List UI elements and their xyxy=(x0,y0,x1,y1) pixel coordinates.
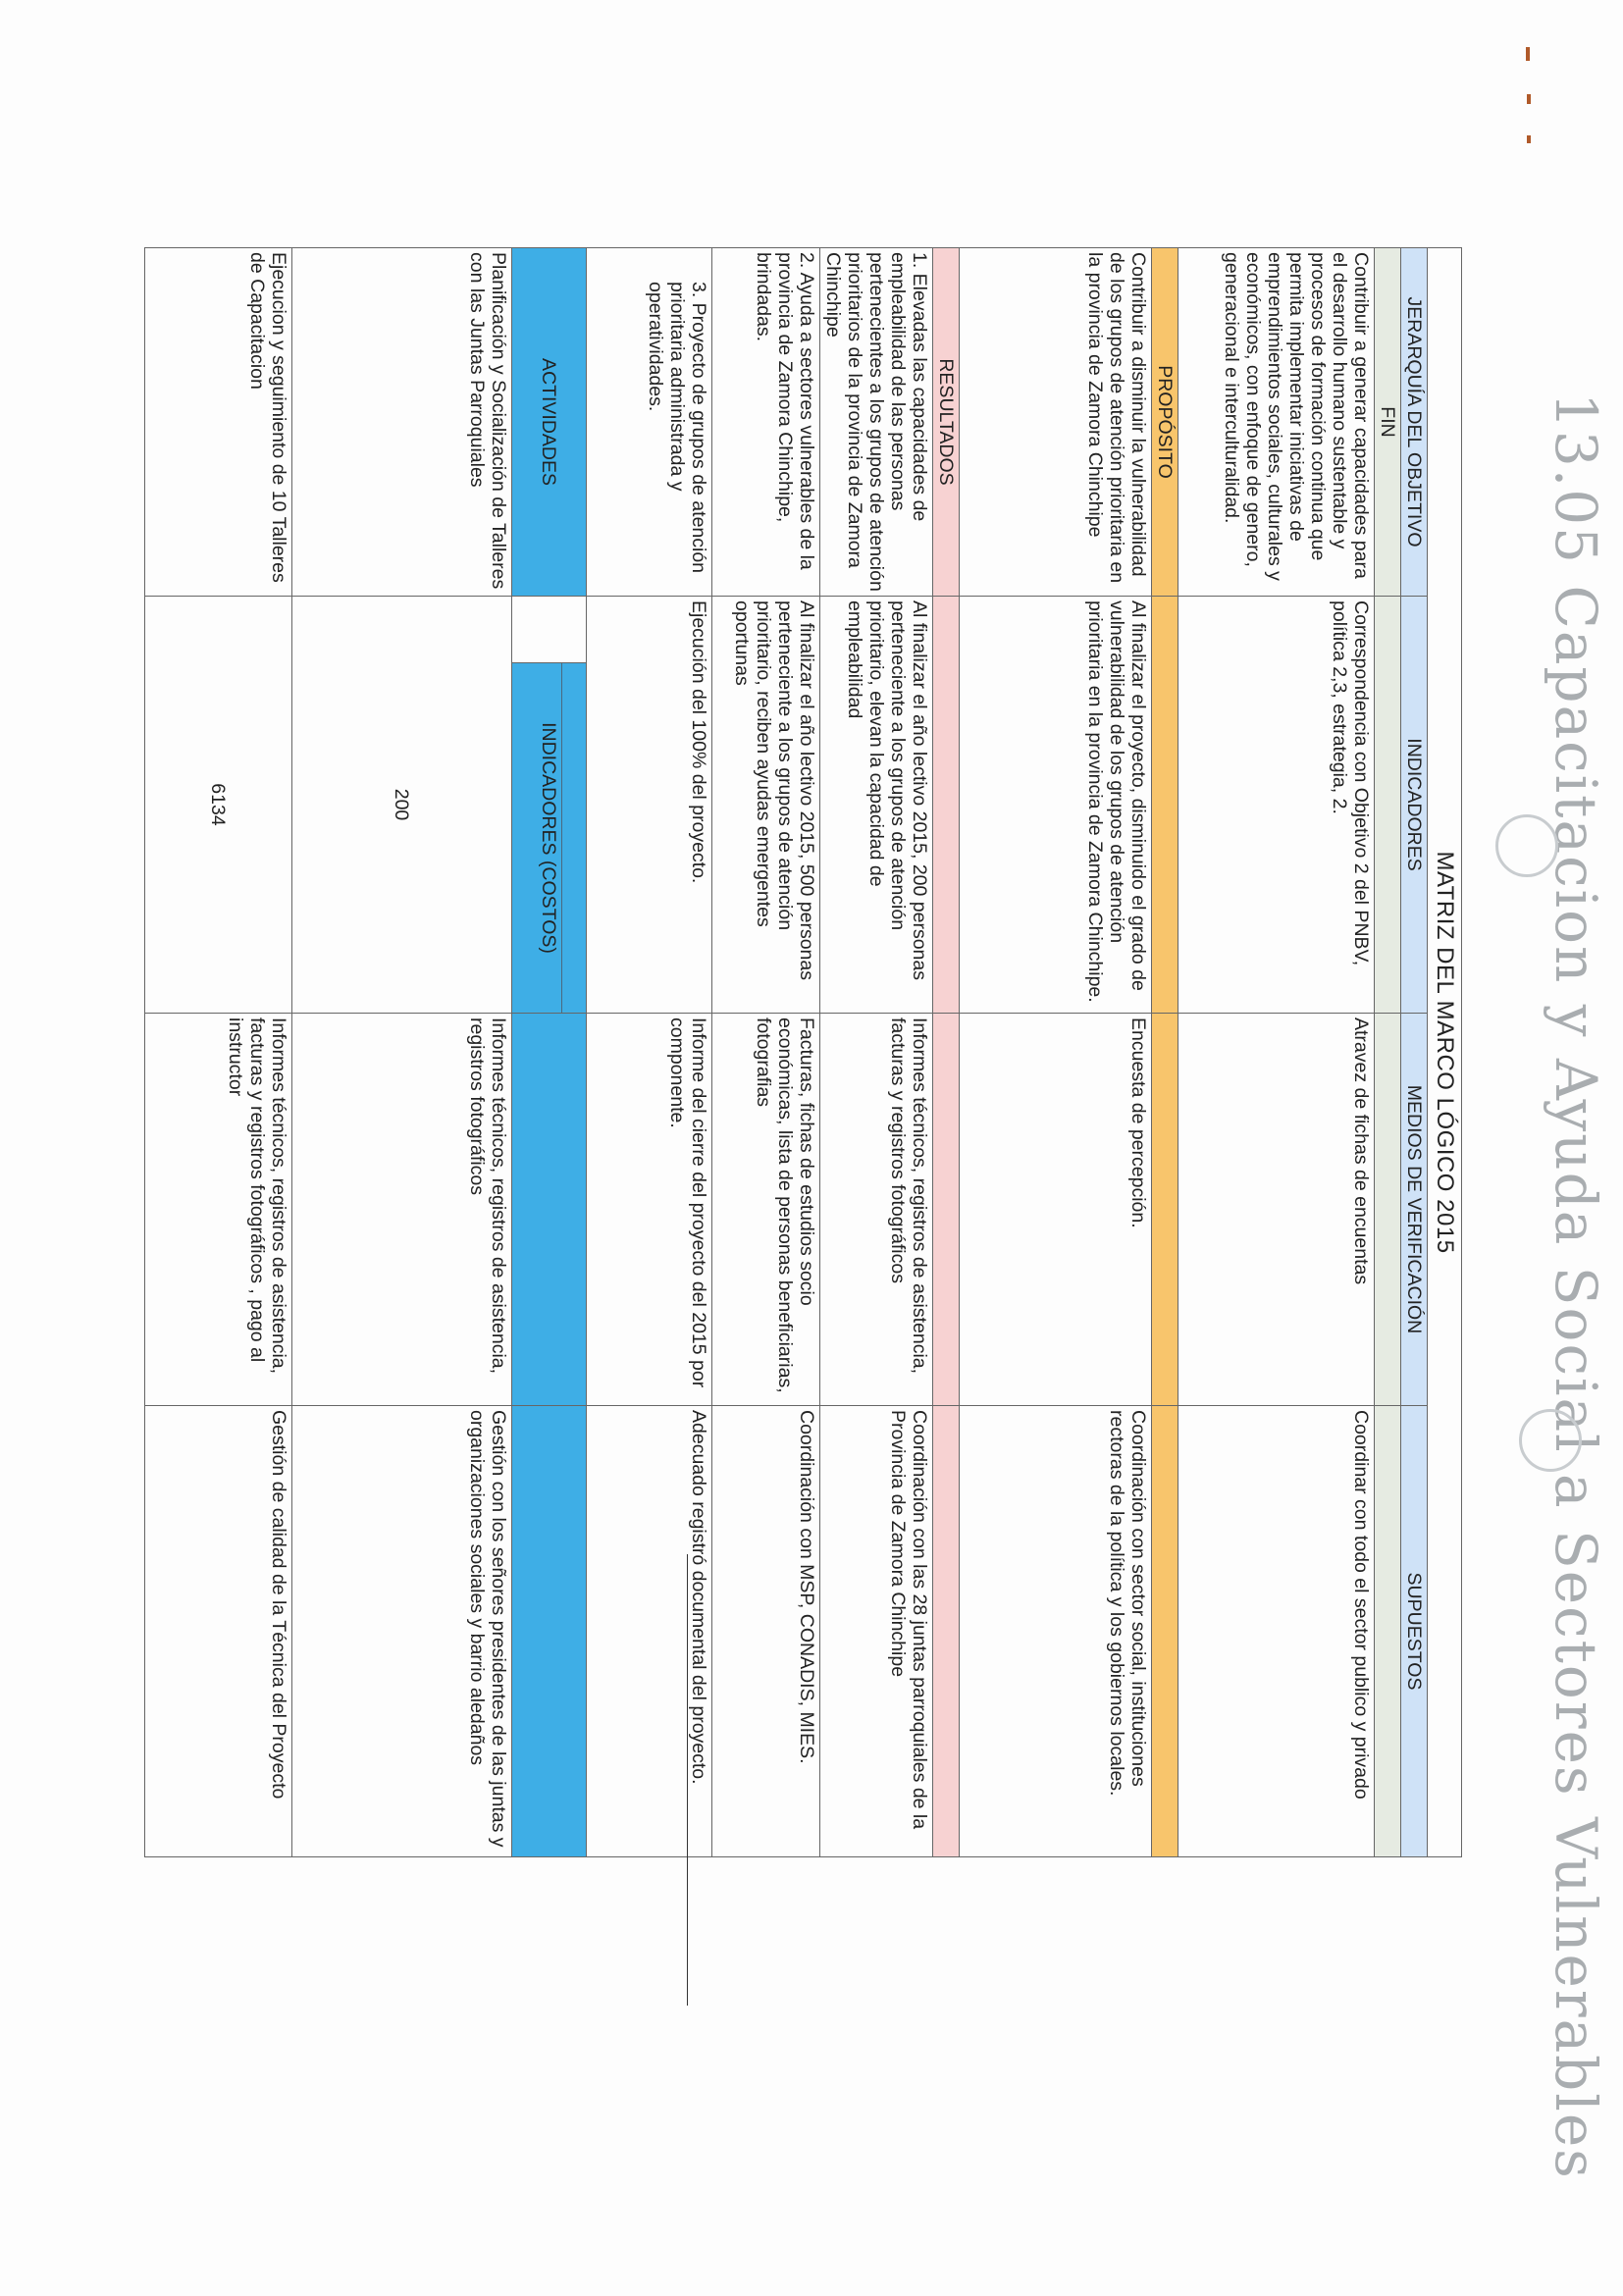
rotated-page-content xyxy=(207,247,1462,1856)
actividad-supuesto: Gestión con los señores presidentes de las juntas y organizaciones sociales y barrio aledaños xyxy=(292,1406,512,1857)
matrix-title: MATRIZ DEL MARCO LÓGICO 2015 xyxy=(1428,248,1462,1857)
actividad-objetivo: Planificación y Socialización de Talleres con las Juntas Parroquiales xyxy=(292,248,512,597)
resultados-band xyxy=(933,248,960,1857)
resultado-objetivo: 2. Ayuda a sectores vulnerables de la provincia de Zamora Chinchipe, brindadas. xyxy=(712,248,820,597)
fin-supuesto: Coordinar con todo el sector publico y privado xyxy=(1178,1406,1375,1857)
resultado-supuesto: Coordinación con MSP, CONADIS, MIES. xyxy=(712,1406,820,1857)
fin-label: FIN xyxy=(1375,248,1401,597)
actividad-row-2 xyxy=(145,248,292,1857)
fin-objetivo: Contribuir a generar capacidades para el desarrollo humano sustentable y procesos de formación continua que permita implementar iniciativas de emprendimientos sociales, culturales y económicos, con enfoque de genero, generacional e interculturalidad. xyxy=(1178,248,1375,597)
header-indicadores: INDICADORES xyxy=(1401,597,1428,1014)
resultado-objetivo: 3. Proyecto de grupos de atención prioritaria administrada y operatividades. xyxy=(587,248,712,597)
logical-framework-matrix xyxy=(144,247,1462,1857)
resultado-medio: Informe del cierre del proyecto del 2015 por componente. xyxy=(587,1014,712,1406)
indicadores-costos-label: INDICADORES (COSTOS) xyxy=(538,722,559,954)
header-supuestos: SUPUESTOS xyxy=(1401,1406,1428,1857)
resultado-medio: Facturas, fichas de estudios socio económicas, lista de personas beneficiarias, fotografias xyxy=(712,1014,820,1406)
indicadores-costos-cell xyxy=(512,663,587,1014)
resultado-indicador: Ejecución del 100% del proyecto. xyxy=(587,597,712,1014)
hole-punch-circle xyxy=(1495,814,1558,877)
resultado-row-1 xyxy=(820,248,933,1857)
proposito-band xyxy=(1152,248,1178,1857)
header-medios: MEDIOS DE VERIFICACIÓN xyxy=(1401,1014,1428,1406)
resultado-objetivo: 1. Elevadas las capacidades de empleabilidad de las personas pertenecientes a los grupos de atención prioritarios de la provincia de Zamora Chinchipe xyxy=(820,248,933,597)
resultado-supuesto: Coordinación con las 28 juntas parroquiales de la Provincia de Zamora Chinchipe xyxy=(820,1406,933,1857)
proposito-medio: Encuesta de percepción. xyxy=(960,1014,1152,1406)
resultado-supuesto: Adecuado registró documental del proyecto. xyxy=(587,1406,712,1857)
proposito-objetivo: Contribuir a disminuir la vulnerabilidad de los grupos de atención prioritaria en la provincia de Zamora Chinchipe xyxy=(960,248,1152,597)
actividad-medio: Informes técnicos, registros de asistencia, registros fotográficos xyxy=(292,1014,512,1406)
proposito-label: PROPÓSITO xyxy=(1152,248,1178,597)
resultado-row-2 xyxy=(712,248,820,1857)
resultados-label: RESULTADOS xyxy=(933,248,960,597)
actividad-medio: Informes técnicos, registros de asistencia, facturas y registros fotográficos , pago al instructor xyxy=(145,1014,292,1406)
resultado-medio: Informes técnicos, registros de asistencia, facturas y registros fotográficos xyxy=(820,1014,933,1406)
header-row xyxy=(1401,248,1428,1857)
resultado-row-3 xyxy=(587,248,712,1857)
pen-mark xyxy=(1526,47,1530,61)
resultado-indicador: Al finalizar el año lectivo 2015, 200 personas perteneciente a los grupos de atención prioritario, elevan la capacidad de empleabilidad xyxy=(820,597,933,1014)
actividad-costo: 200 xyxy=(292,597,512,1014)
actividad-supuesto: Gestión de calidad de la Técnica del Proyecto xyxy=(145,1406,292,1857)
hole-punch-circle xyxy=(1519,1409,1582,1472)
actividad-costo: 6134 xyxy=(145,597,292,1014)
fin-band xyxy=(1375,248,1401,1857)
pen-mark xyxy=(1527,94,1531,104)
fin-row xyxy=(1178,248,1375,1857)
proposito-row xyxy=(960,248,1152,1857)
header-jerarquia: JERARQUÍA DEL OBJETIVO xyxy=(1401,248,1428,597)
proposito-supuesto: Coordinación con sector social, instituciones rectoras de la política y los gobiernos locales. xyxy=(960,1406,1152,1857)
handwritten-note: 13.05 Capacitacion y Ayuda Social a Sectores Vulnerables xyxy=(1543,392,1609,2180)
fin-indicador: Correspondencia con Objetivo 2 del PNBV, política 2,3, estrategia, 2. xyxy=(1178,597,1375,1014)
actividad-objetivo: Ejecucion y seguimiento de 10 Talleres de Capacitacion xyxy=(145,248,292,597)
actividades-label: ACTIVIDADES xyxy=(512,248,587,597)
actividad-row-1 xyxy=(292,248,512,1857)
actividades-band xyxy=(512,248,587,1857)
fin-medio: Atravez de fichas de encuentas xyxy=(1178,1014,1375,1406)
proposito-indicador: Al finalizar el proyecto, disminuido el grado de vulnerabilidad de los grupos de atención prioritaria en la provincia de Zamora Chinchipe. xyxy=(960,597,1152,1014)
resultado-indicador: Al finalizar el año lectivo 2015, 500 personas perteneciente a los grupos de atención prioritario, reciben ayudas emergentes oportunas xyxy=(712,597,820,1014)
vertical-rule xyxy=(687,1554,688,2006)
pen-mark xyxy=(1527,135,1531,143)
